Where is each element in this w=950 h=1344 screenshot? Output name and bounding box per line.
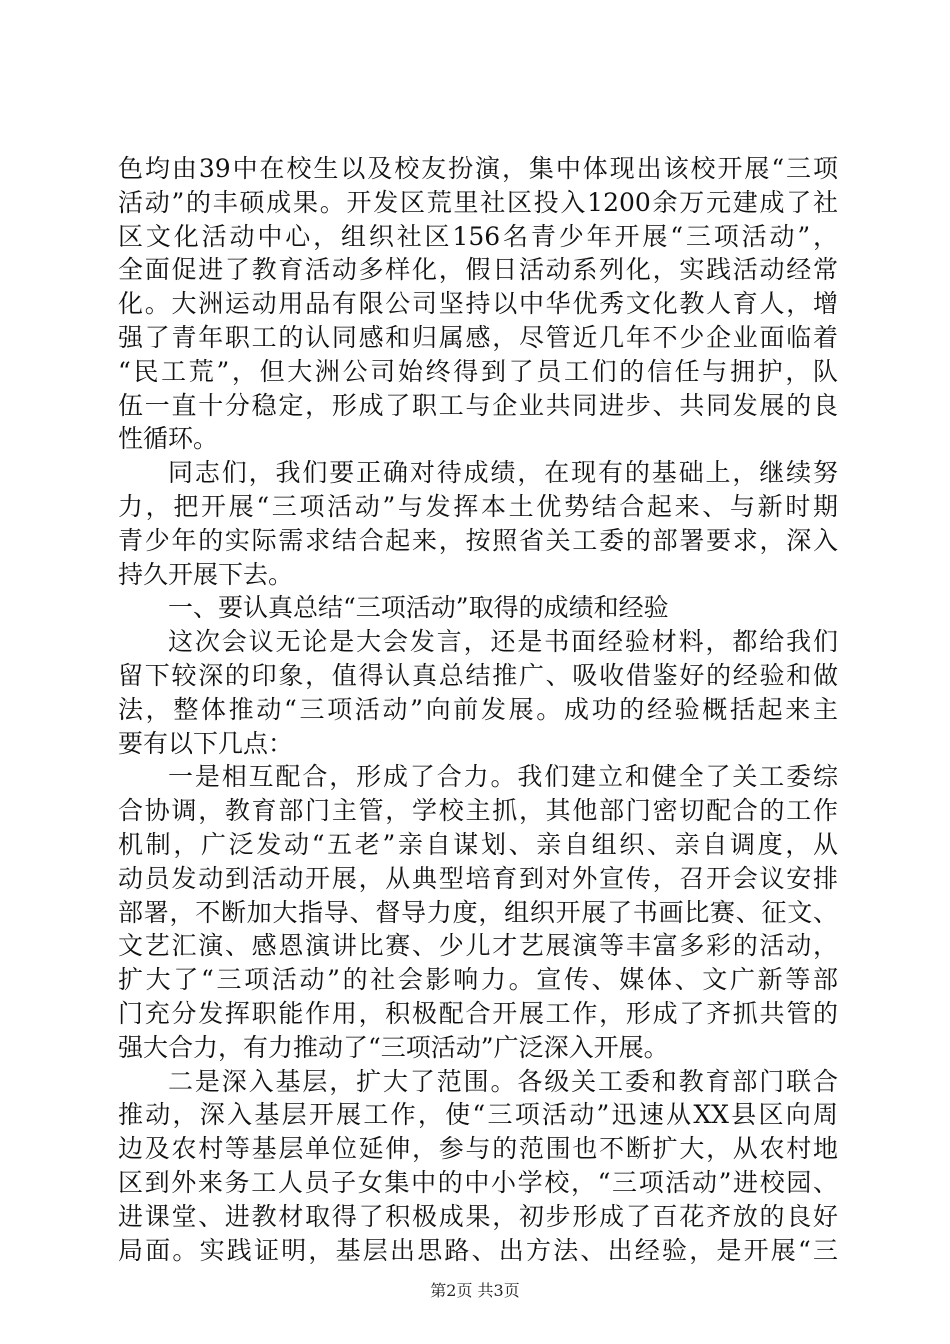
- body-text: [118, 152, 838, 1267]
- text-line: 同志们，我们要正确对待成绩，在现有的基础上，继续努: [168, 458, 838, 488]
- text-line: 扩大了“三项活动”的社会影响力。宣传、媒体、文广新等部: [118, 965, 838, 995]
- text-line: 化。大洲运动用品有限公司坚持以中华优秀文化教人育人，增: [118, 289, 838, 319]
- text-line: 二是深入基层，扩大了范围。各级关工委和教育部门联合: [168, 1066, 838, 1096]
- text-line: 文艺汇演、感恩演讲比赛、少儿才艺展演等丰富多彩的活动，: [118, 931, 838, 961]
- text-line: 边及农村等基层单位延伸，参与的范围也不断扩大，从农村地: [118, 1134, 838, 1164]
- text-line: 性循环。: [118, 424, 219, 454]
- text-line: 要有以下几点：: [118, 728, 294, 758]
- text-line: 这次会议无论是大会发言，还是书面经验材料，都给我们: [168, 627, 838, 657]
- text-line: 合协调，教育部门主管，学校主抓，其他部门密切配合的工作: [118, 796, 838, 826]
- text-line: 强了青年职工的认同感和归属感，尽管近几年不少企业面临着: [118, 322, 838, 352]
- text-line: 局面。实践证明，基层出思路、出方法、出经验，是开展“三: [118, 1235, 838, 1265]
- text-line: 一是相互配合，形成了合力。我们建立和健全了关工委综: [168, 762, 838, 792]
- text-line: “民工荒”，但大洲公司始终得到了员工们的信任与拥护，队: [118, 356, 838, 386]
- text-line: 推动，深入基层开展工作，使“三项活动”迅速从XX县区向周: [118, 1100, 838, 1130]
- text-line: 强大合力，有力推动了“三项活动”广泛深入开展。: [118, 1032, 669, 1062]
- page-footer: 第2页 共3页: [430, 1281, 520, 1300]
- text-line: 全面促进了教育活动多样化，假日活动系列化，实践活动经常: [118, 255, 838, 285]
- text-line: 活动”的丰硕成果。开发区荒里社区投入1200余万元建成了社: [118, 187, 838, 217]
- text-line: 区文化活动中心，组织社区156名青少年开展“三项活动”，: [118, 221, 838, 251]
- text-line: 伍一直十分稳定，形成了职工与企业共同进步、共同发展的良: [118, 390, 838, 420]
- text-line: 力，把开展“三项活动”与发挥本土优势结合起来、与新时期: [118, 491, 838, 521]
- text-line: 青少年的实际需求结合起来，按照省关工委的部署要求，深入: [118, 525, 838, 555]
- text-line: 部署，不断加大指导、督导力度，组织开展了书画比赛、征文、: [118, 897, 838, 927]
- text-line: 机制，广泛发动“五老”亲自谋划、亲自组织、亲自调度，从: [118, 829, 838, 859]
- text-line: 进课堂、进教材取得了积极成果，初步形成了百花齐放的良好: [118, 1201, 838, 1231]
- text-line: 留下较深的印象，值得认真总结推广、吸收借鉴好的经验和做: [118, 660, 838, 690]
- text-line: 色均由39中在校生以及校友扮演，集中体现出该校开展“三项: [118, 154, 838, 183]
- section-heading: 一、要认真总结“三项活动”取得的成绩和经验: [168, 593, 669, 623]
- text-line: 门充分发挥职能作用，积极配合开展工作，形成了齐抓共管的: [118, 998, 838, 1028]
- text-line: 法，整体推动“三项活动”向前发展。成功的经验概括起来主: [118, 694, 838, 724]
- text-line: 区到外来务工人员子女集中的中小学校，“三项活动”进校园、: [118, 1167, 838, 1197]
- text-line: 持久开展下去。: [118, 559, 294, 589]
- text-line: 动员发动到活动开展，从典型培育到对外宣传，召开会议安排: [118, 863, 838, 893]
